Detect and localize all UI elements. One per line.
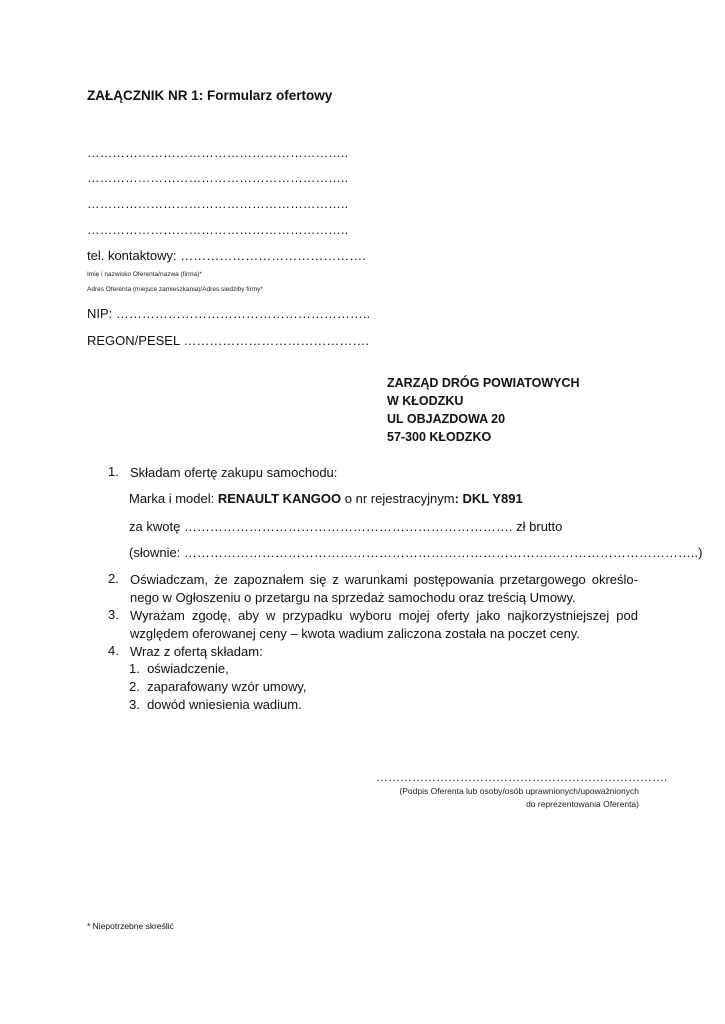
offerer-line-3: ……………………………………………………..: [87, 197, 349, 211]
sub-list-text: oświadczenie,: [147, 661, 229, 676]
list-item-3: [108, 607, 638, 645]
model-value: RENAULT KANGOO: [217, 491, 342, 506]
offerer-line-2: ……………………………………………………..: [87, 171, 349, 185]
list-number: 4.: [108, 643, 119, 658]
footnote: * Niepotrzebne skreślić: [87, 921, 174, 931]
signature-line: ……………………………………………………………….: [376, 770, 668, 784]
list-item-4: [108, 643, 638, 663]
list-number: 2.: [108, 571, 119, 586]
list-number: 1.: [108, 464, 119, 479]
recipient-line-1: ZARZĄD DRÓG POWIATOWYCH: [387, 376, 580, 390]
price-words-line: (słownie: ………………………………………………………………………………………………………..): [129, 545, 703, 560]
sub-list-number: 2.: [129, 679, 140, 694]
sub-list-item-1: [129, 661, 429, 676]
recipient-line-2: W KŁODZKU: [387, 394, 464, 408]
name-note: Imię i nazwisko Oferenta/nazwa (firma)*: [87, 271, 202, 278]
price-line: za kwotę …………………………………………………………………. zł brutto: [129, 519, 563, 534]
list-text: Wyrażam zgodę, aby w przypadku wyboru mojej oferty jako najkorzystniejszej pod względem oferowanej ceny – kwota wadium zaliczona została na poczet ceny.: [130, 608, 638, 641]
list-item-2: [108, 571, 638, 609]
regon-field: REGON/PESEL …………………………………….: [87, 333, 369, 348]
sub-list-text: zaparafowany wzór umowy,: [147, 679, 307, 694]
offerer-line-4: ……………………………………………………..: [87, 223, 349, 237]
reg-prefix: o nr rejestracyjnym: [341, 491, 455, 506]
nip-field: NIP: …………………………………………………..: [87, 306, 371, 321]
sub-list-number: 1.: [129, 661, 140, 676]
address-note: Adres Oferenta (miejsce zamieszkania)/Adres siedziby firmy*: [87, 286, 263, 293]
list-text: Wraz z ofertą składam:: [130, 644, 263, 659]
list-text: Składam ofertę zakupu samochodu:: [130, 465, 338, 480]
recipient-line-4: 57-300 KŁODZKO: [387, 430, 492, 444]
sub-list-item-2: [129, 679, 429, 694]
list-item-1: [108, 464, 638, 484]
sub-list-item-3: [129, 697, 429, 712]
model-prefix: Marka i model:: [129, 491, 218, 506]
sub-list-number: 3.: [129, 697, 140, 712]
phone-field: tel. kontaktowy: …………………………………….: [87, 248, 366, 263]
document-title: ZAŁĄCZNIK NR 1: Formularz ofertowy: [87, 88, 333, 103]
reg-value: : DKL Y891: [454, 491, 523, 506]
list-number: 3.: [108, 607, 119, 622]
signature-caption-1: (Podpis Oferenta lub osoby/osób uprawnionych/upoważnionych: [399, 786, 639, 796]
sub-list-text: dowód wniesienia wadium.: [147, 697, 302, 712]
list-text: Oświadczam, że zapoznałem się z warunkami postępowania przetargowego określo-nego w Ogłoszeniu o przetargu na sprzedaż samochodu oraz treścią Umowy.: [130, 572, 638, 605]
vehicle-model-line: [129, 491, 523, 506]
recipient-line-3: UL OBJAZDOWA 20: [387, 412, 506, 426]
signature-caption-2: do reprezentowania Oferenta): [526, 799, 639, 809]
offerer-line-1: ……………………………………………………..: [87, 146, 349, 160]
